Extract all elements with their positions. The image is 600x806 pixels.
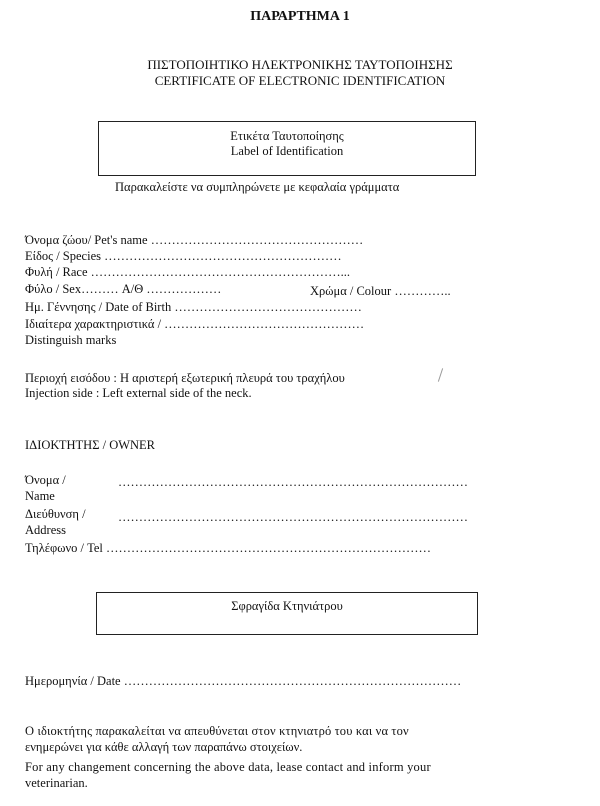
owner-address-label-english: Address — [25, 523, 66, 537]
label-box-greek: Ετικέτα Ταυτοποίησης — [230, 129, 344, 143]
species-field: Είδος / Species ………………………………………………… — [25, 249, 342, 263]
injection-site-english: Injection side : Left external side of the neck. — [25, 386, 252, 400]
owner-address-label: Διεύθυνση / — [25, 507, 86, 521]
vet-stamp-label: Σφραγίδα Κτηνιάτρου — [231, 599, 343, 613]
certificate-title-greek: ΠΙΣΤΟΠΟΙΗΤΙΚΟ ΗΛΕΚΤΡΟΝΙΚΗΣ ΤΑΥΤΟΠΟΙΗΣΗΣ — [147, 57, 453, 72]
race-field: Φυλή / Race ……………………………………………………... — [25, 265, 351, 279]
distinguishing-marks-label: Distinguish marks — [25, 333, 117, 347]
injection-site-greek: Περιοχή εισόδου : Η αριστερή εξωτερική πλευρά του τραχήλου — [25, 371, 345, 385]
colour-field: Χρώμα / Colour ………….. — [310, 284, 451, 298]
pen-mark — [438, 368, 443, 382]
sex-field: Φύλο / Sex……… Α/Θ ……………… — [25, 282, 222, 296]
owner-name-label: Όνομα / — [25, 473, 66, 487]
owner-address-dots: ………………………………………………………………………… — [118, 510, 468, 524]
label-box-english: Label of Identification — [230, 144, 344, 158]
owner-heading: ΙΔΙΟΚΤΗΤΗΣ / OWNER — [25, 438, 156, 452]
capitals-note: Παρακαλείστε να συμπληρώνετε με κεφαλαία γράμματα — [115, 180, 400, 194]
date-of-birth-field: Ημ. Γέννησης / Date of Birth ……………………………………… — [25, 300, 362, 314]
owner-telephone-field: Τηλέφωνο / Tel …………………………………………………………………… — [25, 541, 431, 555]
annex-title: ΠΑΡΑΡΤΗΜΑ 1 — [250, 9, 350, 24]
date-field: Ημερομηνία / Date ……………………………………………………………………… — [25, 674, 462, 688]
pet-name-field: Όνομα ζώου/ Pet's name …………………………………………… — [25, 233, 364, 247]
owner-name-dots: ………………………………………………………………………… — [118, 475, 468, 489]
certificate-title-english: CERTIFICATE OF ELECTRONIC IDENTIFICATION — [154, 73, 446, 88]
footer-greek-line-1: Ο ιδιοκτήτης παρακαλείται να απευθύνεται στον κτηνιατρό του και να τον — [25, 724, 409, 738]
footer-english-line-1: For any changement concerning the above data, lease contact and inform your — [25, 760, 431, 774]
footer-greek-line-2: ενημερώνει για κάθε αλλαγή των παραπάνω στοιχείων. — [25, 740, 303, 754]
owner-name-label-english: Name — [25, 489, 55, 503]
identification-label-box — [98, 121, 476, 176]
distinguishing-marks-field: Ιδιαίτερα χαρακτηριστικά / ………………………………………… — [25, 317, 365, 331]
footer-english-line-2: veterinarian. — [25, 776, 88, 790]
vet-stamp-box — [96, 592, 478, 635]
